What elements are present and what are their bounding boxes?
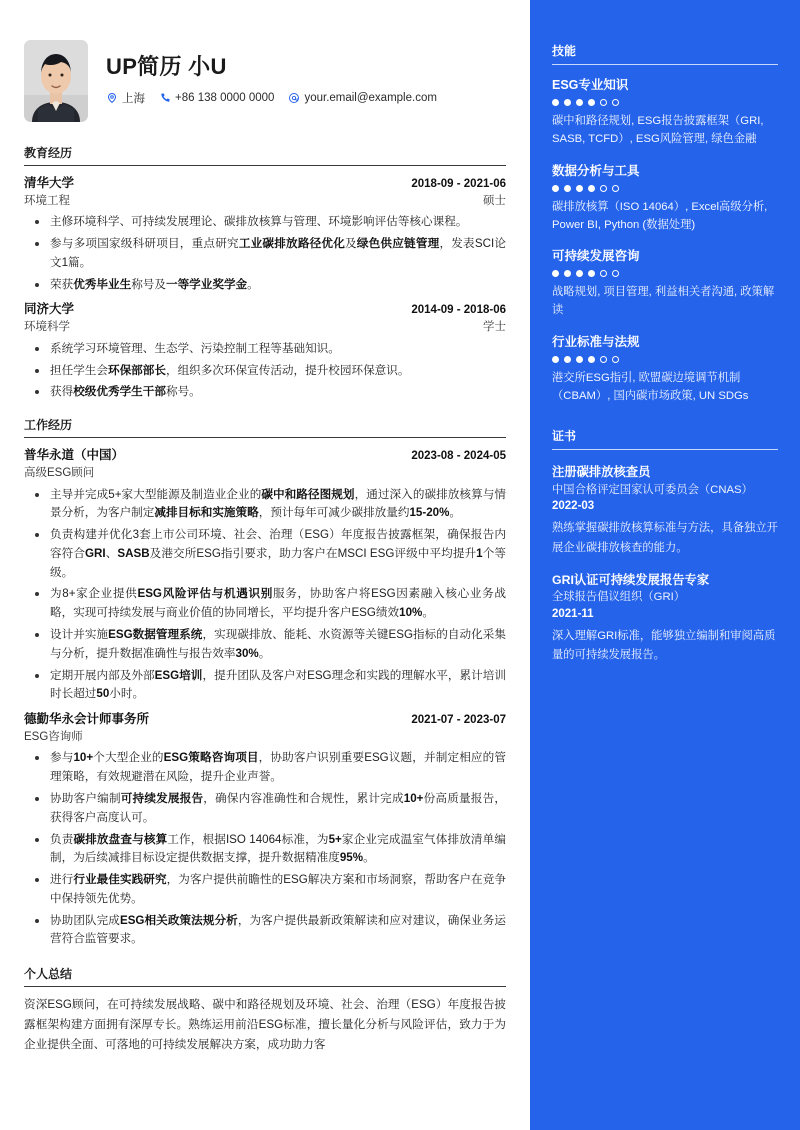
rating-dot-empty — [612, 99, 619, 106]
work-role: ESG咨询师 — [24, 730, 83, 743]
location-pin-icon — [106, 92, 118, 104]
work-role: 高级ESG顾问 — [24, 466, 95, 479]
section-header-education: 教育经历 — [24, 144, 506, 166]
rating-dot-filled — [588, 99, 595, 106]
skill-rating-dots — [552, 356, 778, 363]
rating-dot-filled — [552, 99, 559, 106]
skill-item — [552, 332, 778, 406]
page-title: UP简历 小U — [106, 54, 227, 79]
education-degree: 学士 — [483, 321, 506, 334]
list-item: 负责构建并优化3套上市公司环境、社会、治理（ESG）年度报告披露框架，确保报告内容符合GRI、SASB及港交所ESG指引要求，助力客户在MSCI ESG评级中平均提升1个等级。 — [24, 526, 506, 582]
skill-keywords: 碳排放核算（ISO 14064）, Excel高级分析, Power BI, Python (数据处理) — [552, 200, 768, 231]
work-company: 德勤华永会计师事务所 — [24, 712, 150, 727]
cert-name: 注册碳排放核查员 — [552, 465, 651, 480]
skill-item — [552, 246, 778, 320]
skill-name: 可持续发展咨询 — [552, 249, 640, 264]
rating-dot-filled — [552, 356, 559, 363]
rating-dot-empty — [600, 270, 607, 277]
list-item: 负责碳排放盘查与核算工作，根据ISO 14064标准，为5+家企业完成温室气体排放清单编制，为后续减排目标设定提供数据支撑，提升数据精准度95%。 — [24, 831, 506, 869]
list-item: 定期开展内部及外部ESG培训，提升团队及客户对ESG理念和实践的理解水平，累计培训时长超过50小时。 — [24, 667, 506, 705]
education-degree: 硕士 — [483, 194, 506, 207]
phone-icon — [159, 92, 171, 104]
work-bullets — [24, 486, 506, 705]
list-item: 参与10+个大型企业的ESG策略咨询项目，协助客户识别重要ESG议题，并制定相应的管理策略，有效规避潜在风险，提升企业声誉。 — [24, 749, 506, 787]
work-list — [24, 446, 506, 949]
cert-issuer: 全球报告倡议组织（GRI） — [552, 591, 686, 604]
education-dates: 2018-09 - 2021-06 — [411, 178, 506, 190]
resume-header — [24, 40, 506, 122]
rating-dot-empty — [600, 356, 607, 363]
list-item: 为8+家企业提供ESG风险评估与机遇识别服务，协助客户将ESG因素融入核心业务战略，实现可持续发展与商业价值的协同增长，平均提升客户ESG绩效10%。 — [24, 585, 506, 623]
contact-location-text: 上海 — [122, 93, 145, 106]
section-header-work: 工作经历 — [24, 416, 506, 438]
section-header-summary: 个人总结 — [24, 965, 506, 987]
skill-item — [552, 161, 778, 235]
skill-item — [552, 75, 778, 149]
rating-dot-empty — [600, 99, 607, 106]
avatar — [24, 40, 88, 122]
skill-rating-dots — [552, 185, 778, 192]
contact-phone — [159, 92, 274, 104]
rating-dot-filled — [564, 99, 571, 106]
skill-name: 数据分析与工具 — [552, 163, 640, 178]
cert-item — [552, 572, 778, 666]
rating-dot-filled — [588, 356, 595, 363]
rating-dot-empty — [612, 356, 619, 363]
work-dates: 2023-08 - 2024-05 — [411, 450, 506, 463]
work-entry — [24, 710, 506, 949]
skill-name: ESG专业知识 — [552, 78, 629, 92]
sidebar — [530, 0, 800, 1130]
sidebar-header-certs: 证书 — [552, 427, 778, 450]
sidebar-header-skills: 技能 — [552, 42, 778, 65]
rating-dot-filled — [564, 270, 571, 277]
rating-dot-filled — [588, 270, 595, 277]
education-school: 同济大学 — [24, 302, 75, 317]
rating-dot-filled — [576, 356, 583, 363]
rating-dot-filled — [564, 356, 571, 363]
cert-name: GRI认证可持续发展报告专家 — [552, 573, 710, 588]
list-item: 担任学生会环保部部长，组织多次环保宣传活动，提升校园环保意识。 — [24, 362, 506, 381]
list-item: 协助团队完成ESG相关政策法规分析，为客户提供最新政策解读和应对建议，确保业务运营符合监管要求。 — [24, 912, 506, 950]
rating-dot-filled — [552, 185, 559, 192]
list-item: 主导并完成5+家大型能源及制造业企业的碳中和路径图规划，通过深入的碳排放核算与情景分析，为客户制定减排目标和实施策略，预计每年可减少碳排放量约15-20%。 — [24, 486, 506, 524]
contact-email-text: your.email@example.com — [304, 92, 437, 105]
contact-phone-text: +86 138 0000 0000 — [175, 92, 275, 105]
education-major: 环境科学 — [24, 321, 70, 334]
cert-date: 2021-11 — [552, 607, 594, 620]
rating-dot-empty — [612, 185, 619, 192]
skill-rating-dots — [552, 99, 778, 106]
skill-name: 行业标准与法规 — [552, 334, 640, 349]
summary-text: 资深ESG顾问，在可持续发展战略、碳中和路径规划及环境、社会、治理（ESG）年度报告披露框架构建方面拥有深厚专长。熟练运用前沿ESG标准，擅长量化分析与风险评估，致力于为企业提供全面、可落地的可持续发展解决方案，成功助力客 — [24, 998, 506, 1052]
rating-dot-filled — [576, 270, 583, 277]
work-bullets — [24, 749, 506, 949]
list-item: 荣获优秀毕业生称号及一等学业奖学金。 — [24, 276, 506, 295]
education-entry — [24, 174, 506, 294]
work-entry — [24, 446, 506, 704]
skill-keywords: 战略规划, 项目管理, 利益相关者沟通, 政策解读 — [552, 286, 775, 317]
skill-keywords: 碳中和路径规划, ESG报告披露框架（GRI, SASB, TCFD）, ESG风险管理, 绿色金融 — [552, 115, 764, 146]
list-item: 主修环境科学、可持续发展理论、碳排放核算与管理、环境影响评估等核心课程。 — [24, 213, 506, 232]
cert-description: 熟练掌握碳排放核算标准与方法，具备独立开展企业碳排放核查的能力。 — [552, 522, 778, 554]
list-item: 协助客户编制可持续发展报告，确保内容准确性和合规性，累计完成10+份高质量报告，获得客户高度认可。 — [24, 790, 506, 828]
rating-dot-filled — [576, 99, 583, 106]
education-major: 环境工程 — [24, 194, 70, 207]
skill-keywords: 港交所ESG指引, 欧盟碳边境调节机制（CBAM）, 国内碳市场政策, UN SDGs — [552, 371, 749, 403]
rating-dot-empty — [600, 185, 607, 192]
list-item: 获得校级优秀学生干部称号。 — [24, 383, 506, 402]
header-text-block — [106, 40, 445, 106]
work-company: 普华永道（中国） — [24, 448, 125, 463]
rating-dot-filled — [588, 185, 595, 192]
cert-item — [552, 464, 778, 558]
email-icon — [288, 92, 300, 104]
cert-description: 深入理解GRI标准，能够独立编制和审阅高质量的可持续发展报告。 — [552, 629, 776, 662]
cert-issuer: 中国合格评定国家认可委员会（CNAS） — [552, 483, 753, 496]
cert-date: 2022-03 — [552, 499, 595, 512]
education-list — [24, 174, 506, 402]
work-dates: 2021-07 - 2023-07 — [411, 714, 506, 727]
contact-list — [106, 90, 445, 106]
list-item: 参与多项国家级科研项目，重点研究工业碳排放路径优化及绿色供应链管理，发表SCI论文1篇。 — [24, 235, 506, 273]
skill-rating-dots — [552, 270, 778, 277]
rating-dot-empty — [612, 270, 619, 277]
education-school: 清华大学 — [24, 176, 75, 190]
list-item: 系统学习环境管理、生态学、污染控制工程等基础知识。 — [24, 340, 506, 359]
rating-dot-filled — [564, 185, 571, 192]
contact-email — [288, 92, 436, 104]
list-item: 设计并实施ESG数据管理系统，实现碳排放、能耗、水资源等关键ESG指标的自动化采集与分析，提升数据准确性与报告效率30%。 — [24, 626, 506, 664]
rating-dot-filled — [576, 185, 583, 192]
contact-location — [106, 90, 145, 106]
education-bullets — [24, 213, 506, 294]
education-entry — [24, 300, 506, 402]
list-item: 进行行业最佳实践研究，为客户提供前瞻性的ESG解决方案和市场洞察，帮助客户在竞争中保持领先优势。 — [24, 871, 506, 909]
skills-list — [552, 75, 778, 405]
education-bullets — [24, 340, 506, 402]
rating-dot-filled — [552, 270, 559, 277]
education-dates: 2014-09 - 2018-06 — [411, 304, 506, 317]
cert-list — [552, 464, 778, 665]
